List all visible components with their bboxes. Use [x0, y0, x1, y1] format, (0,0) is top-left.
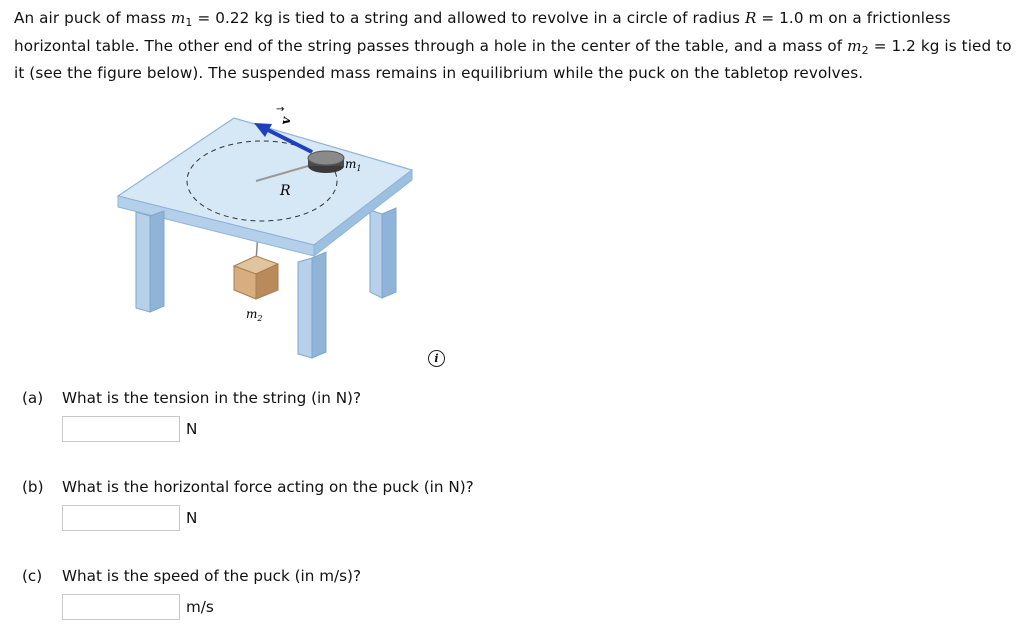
table-figure [100, 100, 460, 372]
m2-label: $m_2$ [246, 307, 263, 323]
hanging-mass-block [234, 256, 278, 299]
problem-text: = 1.0 m on a frictionless horizontal table. The other end of the string passes through a hole in the center of the table, and a mass of [14, 9, 951, 55]
math-variable: m [170, 9, 186, 27]
problem-statement [14, 5, 1020, 88]
question-c [22, 567, 361, 585]
question-b-text: What is the horizontal force acting on the puck (in N)? [62, 478, 474, 496]
answer-b-row [62, 505, 197, 531]
radius-label: R [280, 183, 291, 199]
table-leg-right [370, 210, 382, 298]
question-a [22, 389, 361, 407]
table-leg-right-side [382, 208, 396, 298]
velocity-vector-mark: → [276, 104, 285, 115]
answer-a-unit: N [186, 420, 198, 438]
question-c-text: What is the speed of the puck (in m/s)? [62, 567, 362, 585]
question-a-letter: (a) [22, 389, 44, 407]
math-subscript: 1 [185, 16, 193, 29]
puck [308, 151, 344, 173]
answer-a-row [62, 416, 197, 442]
problem-text: An air puck of mass [14, 9, 171, 27]
problem-text: = 0.22 kg is tied to a string and allowed to revolve in a circle of radius [192, 9, 745, 27]
answer-a-input[interactable] [62, 416, 180, 442]
question-a-text: What is the tension in the string (in N)? [62, 389, 362, 407]
answer-c-unit: m/s [186, 598, 214, 616]
math-variable: R [744, 9, 757, 27]
table-leg-front [298, 258, 312, 358]
problem-text: = 1.2 kg is tied to it (see the figure below). The suspended mass remains in equilibrium while the puck on the tabletop revolves. [14, 36, 1012, 82]
question-b [22, 478, 474, 496]
info-icon[interactable]: i [428, 350, 445, 367]
answer-c-input[interactable] [62, 594, 180, 620]
m1-label: $m_1$ [345, 157, 362, 173]
question-c-letter: (c) [22, 567, 43, 585]
velocity-label: v [278, 115, 295, 126]
table-leg-left [136, 212, 150, 312]
table-leg-front-side [312, 252, 326, 358]
answer-b-unit: N [186, 509, 198, 527]
question-b-letter: (b) [22, 478, 44, 496]
math-variable: m [847, 36, 862, 55]
table-leg-left-side [150, 211, 164, 312]
math-subscript: 2 [861, 43, 869, 57]
answer-b-input[interactable] [62, 505, 180, 531]
answer-c-row [62, 594, 214, 620]
